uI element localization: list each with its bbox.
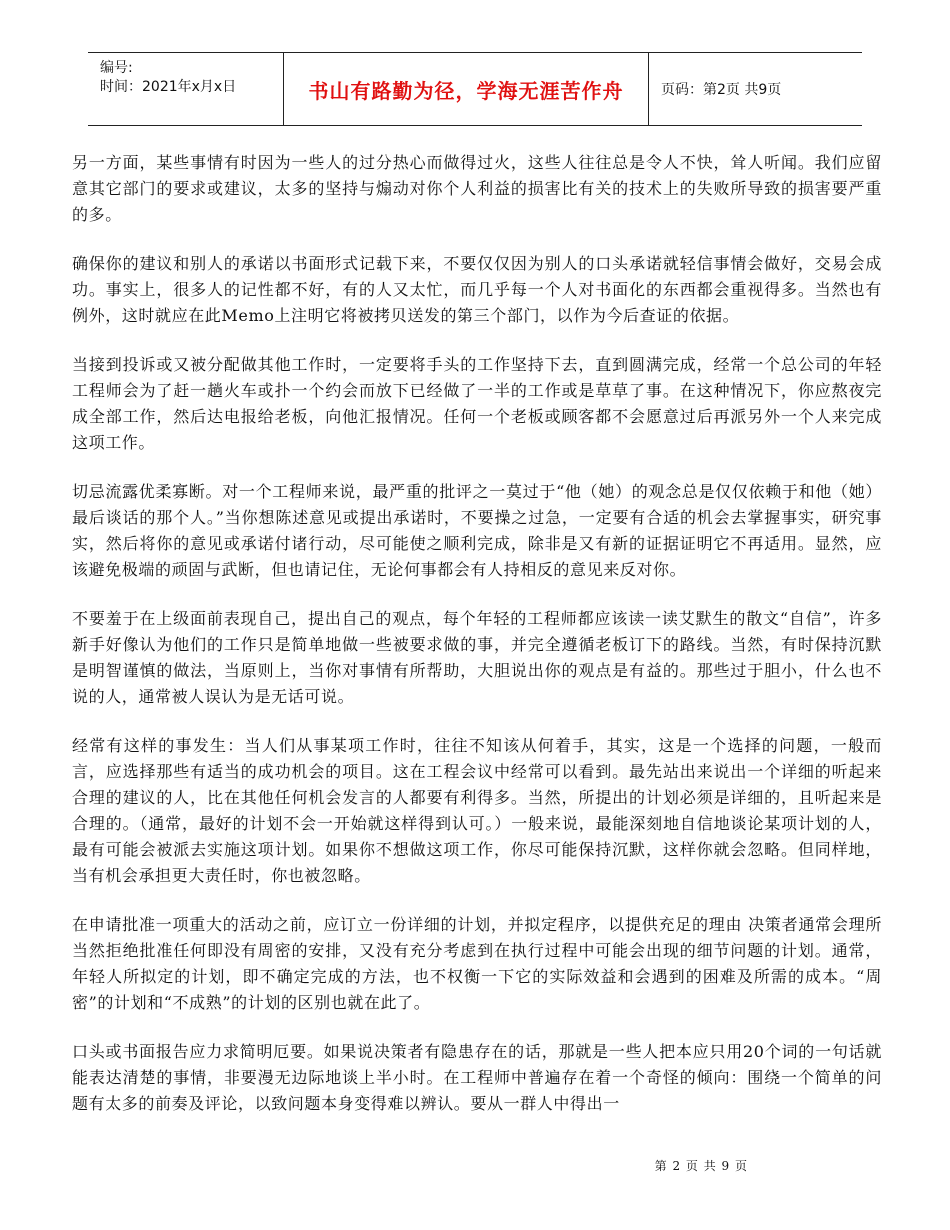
document-header [88, 52, 862, 126]
paragraph: 口头或书面报告应力求简明厄要。如果说决策者有隐患存在的话，那就是一些人把本应只用20个词的一句话就能表达清楚的事情，非要漫无边际地谈上半小时。在工程师中普遍存在着一个奇怪的倾向：围绕一个简单的问题有太多的前奏及评论，以致问题本身变得难以辨认。要从一群人中得出一 [72, 1042, 882, 1113]
paragraph: 当接到投诉或又被分配做其他工作时，一定要将手头的工作坚持下去，直到圆满完成，经常一个总公司的年轻工程师会为了赶一趟火车或扑一个约会而放下已经做了一半的工作或是草草了事。在这种情况下，你应熬夜完成全部工作，然后达电报给老板，向他汇报情况。任何一个老板或顾客都不会愿意过后再派另外一个人来完成这项工作。 [72, 355, 882, 452]
paragraph: 另一方面，某些事情有时因为一些人的过分热心而做得过火，这些人往往总是令人不快，耸人听闻。我们应留意其它部门的要求或建议，太多的坚持与煽动对你个人利益的损害比有关的技术上的失败所导致的损害要严重的多。 [72, 153, 882, 224]
header-page-label: 页码：第2页 共9页 [661, 82, 782, 98]
page-footer: 第 2 页 共 9 页 [654, 1159, 748, 1173]
paragraph: 切忌流露优柔寡断。对一个工程师来说，最严重的批评之一莫过于“他（她）的观念总是仅仅依赖于和他（她）最后谈话的那个人。”当你想陈述意见或提出承诺时，不要操之过急，一定要有合适的机会去掌握事实，研究事实，然后将你的意见或承诺付诸行动，尽可能使之顺利完成，除非是又有新的证据证明它不再适用。显然，应该避免极端的顽固与武断，但也请记住，无论何事都会有人持相反的意见来反对你。 [72, 482, 882, 579]
paragraph: 经常有这样的事发生：当人们从事某项工作时，往往不知该从何着手，其实，这是一个选择的问题，一般而言，应选择那些有适当的成功机会的项目。这在工程会议中经常可以看到。最先站出来说出一个详细的听起来合理的建议的人，比在其他任何机会发言的人都要有利得多。当然，所提出的计划必须是详细的，且听起来是合理的。（通常，最好的计划不会一开始就这样得到认可。）一般来说，最能深刻地自信地谈论某项计划的人，最有可能会被派去实施这项计划。如果你不想做这项工作，你尽可能保持沉默，这样你就会忽略。但同样地，当有机会承担更大责任时，你也被忽略。 [72, 736, 882, 885]
paragraph: 在申请批准一项重大的活动之前，应订立一份详细的计划，并拟定程序，以提供充足的理由 决策者通常会理所当然拒绝批准任何即没有周密的安排，又没有充分考虑到在执行过程中可能会出现的细节问题的计划。通常，年轻人所拟定的计划，即不确定完成的方法，也不权衡一下它的实际效益和会遇到的困难及所需的成本。“周密”的计划和“不成熟”的计划的区别也就在此了。 [72, 915, 882, 1012]
header-meta [88, 53, 284, 125]
document-body [72, 150, 882, 1140]
time-label: 时间：2021年x月x日 [100, 79, 237, 95]
header-motto: 书山有路勤为径，学海无涯苦作舟 [284, 53, 649, 125]
paragraph: 不要羞于在上级面前表现自己，提出自己的观点，每个年轻的工程师都应该读一读艾默生的散文“自信”，许多新手好像认为他们的工作只是简单地做一些被要求做的事，并完全遵循老板订下的路线。当然，有时保持沉默是明智谨慎的做法，当原则上，当你对事情有所帮助，大胆说出你的观点是有益的。那些过于胆小，什么也不说的人，通常被人误认为是无话可说。 [72, 609, 882, 706]
number-label: 编号: [100, 60, 133, 76]
paragraph: 确保你的建议和别人的承诺以书面形式记载下来，不要仅仅因为别人的口头承诺就轻信事情会做好，交易会成功。事实上，很多人的记性都不好，有的人又太忙，而几乎每一个人对书面化的东西都会重视得多。当然也有例外，这时就应在此Memo上注明它将被拷贝送发的第三个部门，以作为今后查证的依据。 [72, 254, 882, 325]
